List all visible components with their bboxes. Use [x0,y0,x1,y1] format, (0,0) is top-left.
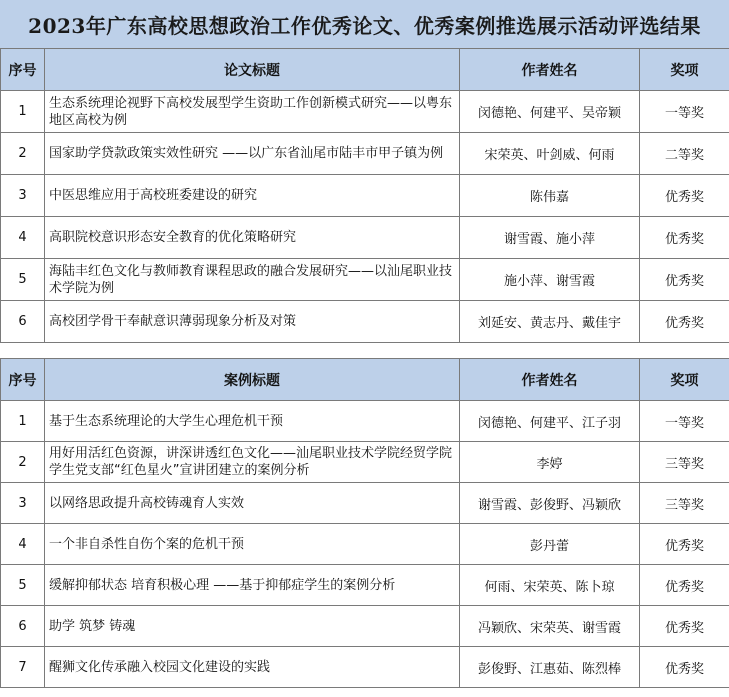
row-authors: 彭丹蕾 [460,524,640,565]
table-row [1,91,729,133]
table-row [1,259,729,301]
row-award: 优秀奖 [640,301,729,343]
row-award: 优秀奖 [640,524,729,565]
header-seq: 序号 [1,359,45,401]
row-authors: 何雨、宋荣英、陈卜琼 [460,565,640,606]
row-award: 三等奖 [640,442,729,483]
row-authors: 闵德艳、何建平、吴帝颖 [460,91,640,133]
row-seq: 1 [1,401,45,442]
row-award: 优秀奖 [640,259,729,301]
table-row [1,217,729,259]
papers-table [0,48,729,343]
row-title: 用好用活红色资源，讲深讲透红色文化——汕尾职业技术学院经贸学院学生党支部“红色星火”宣讲团建立的案例分析 [45,442,460,483]
header-title: 论文标题 [45,49,460,91]
table-row [1,565,729,606]
table-row [1,647,729,688]
row-seq: 2 [1,442,45,483]
row-award: 一等奖 [640,401,729,442]
row-seq: 6 [1,606,45,647]
row-seq: 5 [1,565,45,606]
row-authors: 彭俊野、江惠茹、陈烈棒 [460,647,640,688]
row-authors: 李婷 [460,442,640,483]
row-title: 国家助学贷款政策实效性研究 ——以广东省汕尾市陆丰市甲子镇为例 [45,133,460,175]
row-title: 以网络思政提升高校铸魂育人实效 [45,483,460,524]
row-award: 一等奖 [640,91,729,133]
cases-table [0,358,729,688]
table-row [1,133,729,175]
row-title: 醒狮文化传承融入校园文化建设的实践 [45,647,460,688]
header-award: 奖项 [640,359,729,401]
row-authors: 陈伟嘉 [460,175,640,217]
row-award: 优秀奖 [640,647,729,688]
header-authors: 作者姓名 [460,359,640,401]
row-award: 优秀奖 [640,217,729,259]
row-title: 一个非自杀性自伤个案的危机干预 [45,524,460,565]
header-seq: 序号 [1,49,45,91]
row-seq: 3 [1,175,45,217]
table-row [1,442,729,483]
cases-header-row [1,359,729,401]
row-seq: 7 [1,647,45,688]
row-award: 优秀奖 [640,565,729,606]
table-row [1,483,729,524]
row-seq: 3 [1,483,45,524]
table-row [1,524,729,565]
row-title: 高职院校意识形态安全教育的优化策略研究 [45,217,460,259]
row-seq: 6 [1,301,45,343]
row-authors: 刘延安、黄志丹、戴佳宇 [460,301,640,343]
papers-header-row [1,49,729,91]
row-seq: 5 [1,259,45,301]
row-authors: 谢雪霞、施小萍 [460,217,640,259]
row-title: 海陆丰红色文化与教师教育课程思政的融合发展研究——以汕尾职业技术学院为例 [45,259,460,301]
table-row [1,175,729,217]
row-seq: 4 [1,217,45,259]
row-authors: 闵德艳、何建平、江子羽 [460,401,640,442]
row-seq: 2 [1,133,45,175]
row-award: 优秀奖 [640,175,729,217]
row-title: 助学 筑梦 铸魂 [45,606,460,647]
row-title: 生态系统理论视野下高校发展型学生资助工作创新模式研究——以粤东地区高校为例 [45,91,460,133]
row-title: 基于生态系统理论的大学生心理危机干预 [45,401,460,442]
row-authors: 宋荣英、叶剑威、何雨 [460,133,640,175]
row-authors: 谢雪霞、彭俊野、冯颖欣 [460,483,640,524]
table-row [1,606,729,647]
row-title: 中医思维应用于高校班委建设的研究 [45,175,460,217]
row-award: 二等奖 [640,133,729,175]
header-title: 案例标题 [45,359,460,401]
row-award: 三等奖 [640,483,729,524]
row-seq: 4 [1,524,45,565]
row-award: 优秀奖 [640,606,729,647]
header-authors: 作者姓名 [460,49,640,91]
row-authors: 冯颖欣、宋荣英、谢雪霞 [460,606,640,647]
table-row [1,301,729,343]
row-title: 高校团学骨干奉献意识薄弱现象分析及对策 [45,301,460,343]
table-row [1,401,729,442]
row-seq: 1 [1,91,45,133]
row-authors: 施小萍、谢雪霞 [460,259,640,301]
header-award: 奖项 [640,49,729,91]
row-title: 缓解抑郁状态 培育积极心理 ——基于抑郁症学生的案例分析 [45,565,460,606]
page-title: 2023年广东高校思想政治工作优秀论文、优秀案例推选展示活动评选结果 [0,0,729,48]
